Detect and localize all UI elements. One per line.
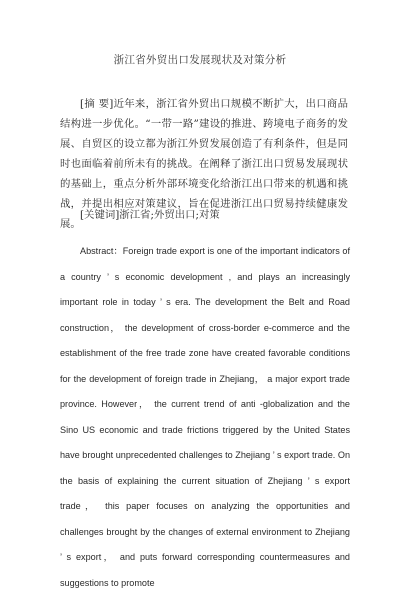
chinese-abstract: [摘 要]近年来，浙江省外贸出口规模不断扩大，出口商品结构进一步优化。“一带一路”建设的推进、跨境电子商务的发展、自贸区的设立都为浙江外贸发展创造了有利条件，但是同时也面临着前所未有的挑战。在阐释了浙江出口贸易发展现状的基础上，重点分析外部环境变化给浙江出口带来的机遇和挑战，并提出相应对策建议，旨在促进浙江出口贸易持续健康发展。 [60, 98, 348, 230]
chinese-keywords: [关键词]浙江省;外贸出口;对策 [80, 209, 220, 221]
english-abstract: Abstract：Foreign trade export is one of the important indicators of a country ’ s economic development , and plays an increasingly important role in today ’ s era. The development the Belt and Road construction， the development of cross-border e-commerce and the establishment of the free trade zone have created favorable conditions for the development of foreign trade in Zhejiang， a major export trade province. However， the current trend of anti -globalization and the Sino US economic and trade frictions triggered by the United States have brought unprecedented challenges to Zhejiang ’ s export trade. On the basis of explaining the current situation of Zhejiang ’ s export trade， this paper focuses on analyzing the opportunities and challenges brought by the changes of external environment to Zhejiang ’ s export， and puts forward corresponding countermeasures and suggestions to promote [60, 246, 350, 588]
paper-title: 浙江省外贸出口发展现状及对策分析 [113, 54, 287, 66]
